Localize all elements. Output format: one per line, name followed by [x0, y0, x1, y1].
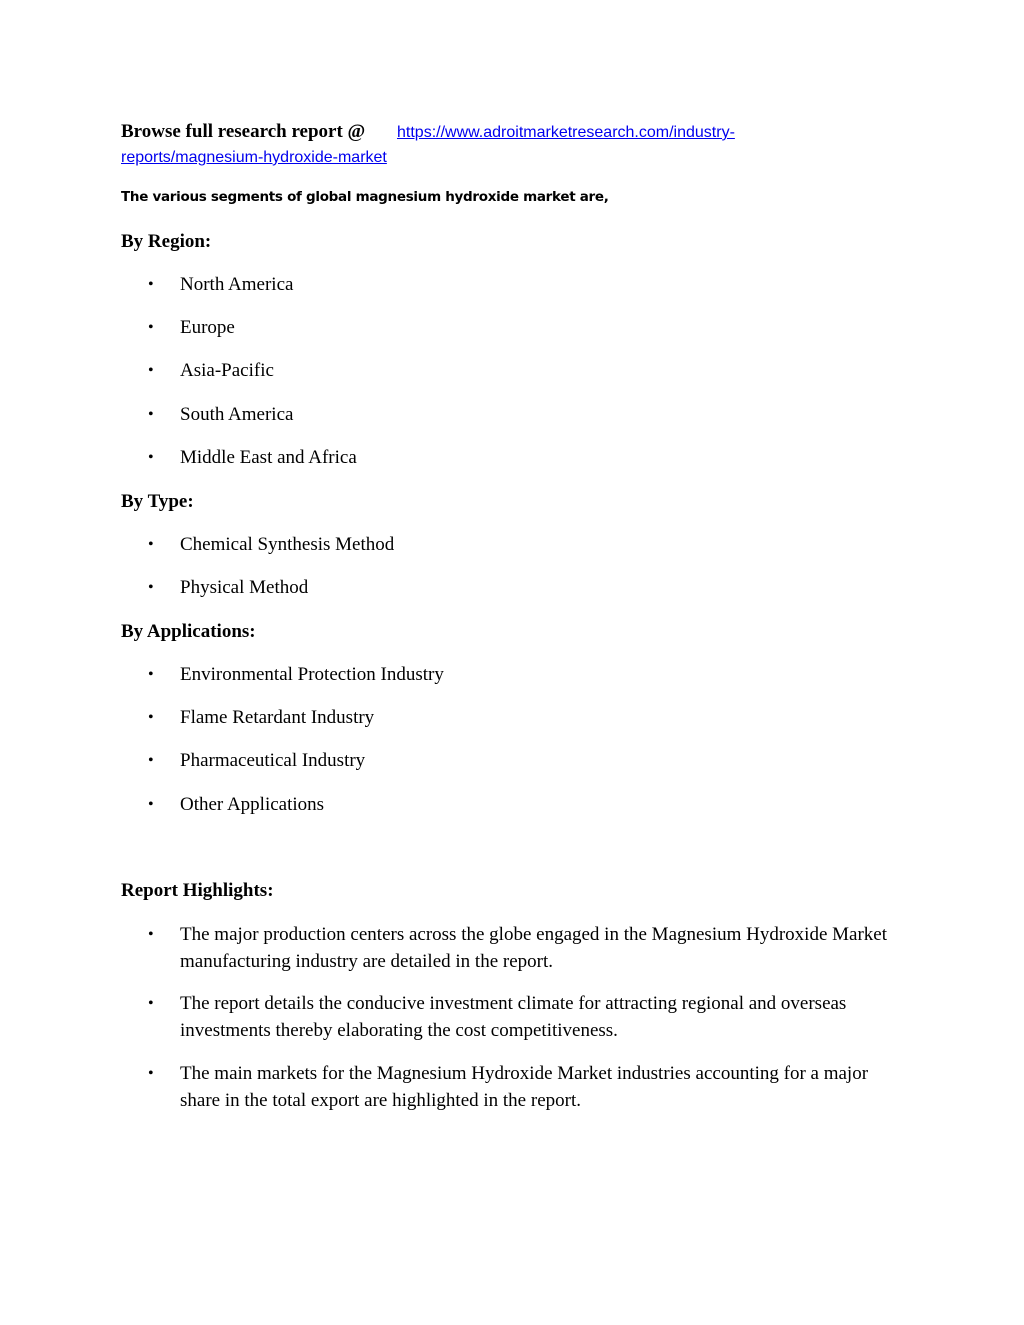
- bullet-icon: •: [148, 796, 154, 813]
- list-item-text: Asia-Pacific: [180, 360, 274, 381]
- bullet-icon: •: [148, 276, 154, 293]
- list-item-text: Chemical Synthesis Method: [180, 534, 395, 555]
- report-link-continued[interactable]: reports/magnesium-hydroxide-market: [121, 149, 387, 166]
- list-item-text: Other Applications: [180, 794, 325, 815]
- list-item-text: Middle East and Africa: [180, 447, 357, 468]
- report-link[interactable]: https://www.adroitmarketresearch.com/industry-: [397, 124, 735, 141]
- heading-report-highlights: Report Highlights:: [121, 880, 274, 901]
- bullet-icon: •: [148, 449, 154, 466]
- bullet-icon: •: [148, 1065, 154, 1082]
- browse-label: Browse full research report @: [121, 121, 366, 142]
- bullet-icon: •: [148, 926, 154, 943]
- list-item-text: Pharmaceutical Industry: [180, 750, 366, 771]
- bullet-icon: •: [148, 752, 154, 769]
- list-item-text: Environmental Protection Industry: [180, 664, 444, 685]
- list-item-text: Europe: [180, 317, 235, 338]
- list-item-text: Flame Retardant Industry: [180, 707, 375, 728]
- bullet-icon: •: [148, 319, 154, 336]
- list-item-text: South America: [180, 404, 294, 425]
- bullet-icon: •: [148, 995, 154, 1012]
- bullet-icon: •: [148, 666, 154, 683]
- bullet-icon: •: [148, 406, 154, 423]
- segments-intro: The various segments of global magnesium hydroxide market are,: [121, 189, 609, 205]
- bullet-icon: •: [148, 362, 154, 379]
- list-item-text: The main markets for the Magnesium Hydroxide Market industries accounting for a major share in the total export are highlighted in the report.: [180, 1063, 869, 1111]
- heading-by-applications: By Applications:: [121, 621, 256, 642]
- bullet-icon: •: [148, 579, 154, 596]
- list-item-text: North America: [180, 274, 294, 295]
- list-item-text: The major production centers across the globe engaged in the Magnesium Hydroxide Market manufacturing industry are detailed in the report.: [180, 924, 888, 972]
- browse-report-line: [121, 121, 901, 166]
- list-item-text: Physical Method: [180, 577, 309, 598]
- heading-by-region: By Region:: [121, 231, 212, 252]
- heading-by-type: By Type:: [121, 491, 194, 512]
- bullet-icon: •: [148, 709, 154, 726]
- bullet-icon: •: [148, 536, 154, 553]
- list-item-text: The report details the conducive investment climate for attracting regional and overseas investments thereby elaborating the cost competitiveness.: [180, 993, 847, 1041]
